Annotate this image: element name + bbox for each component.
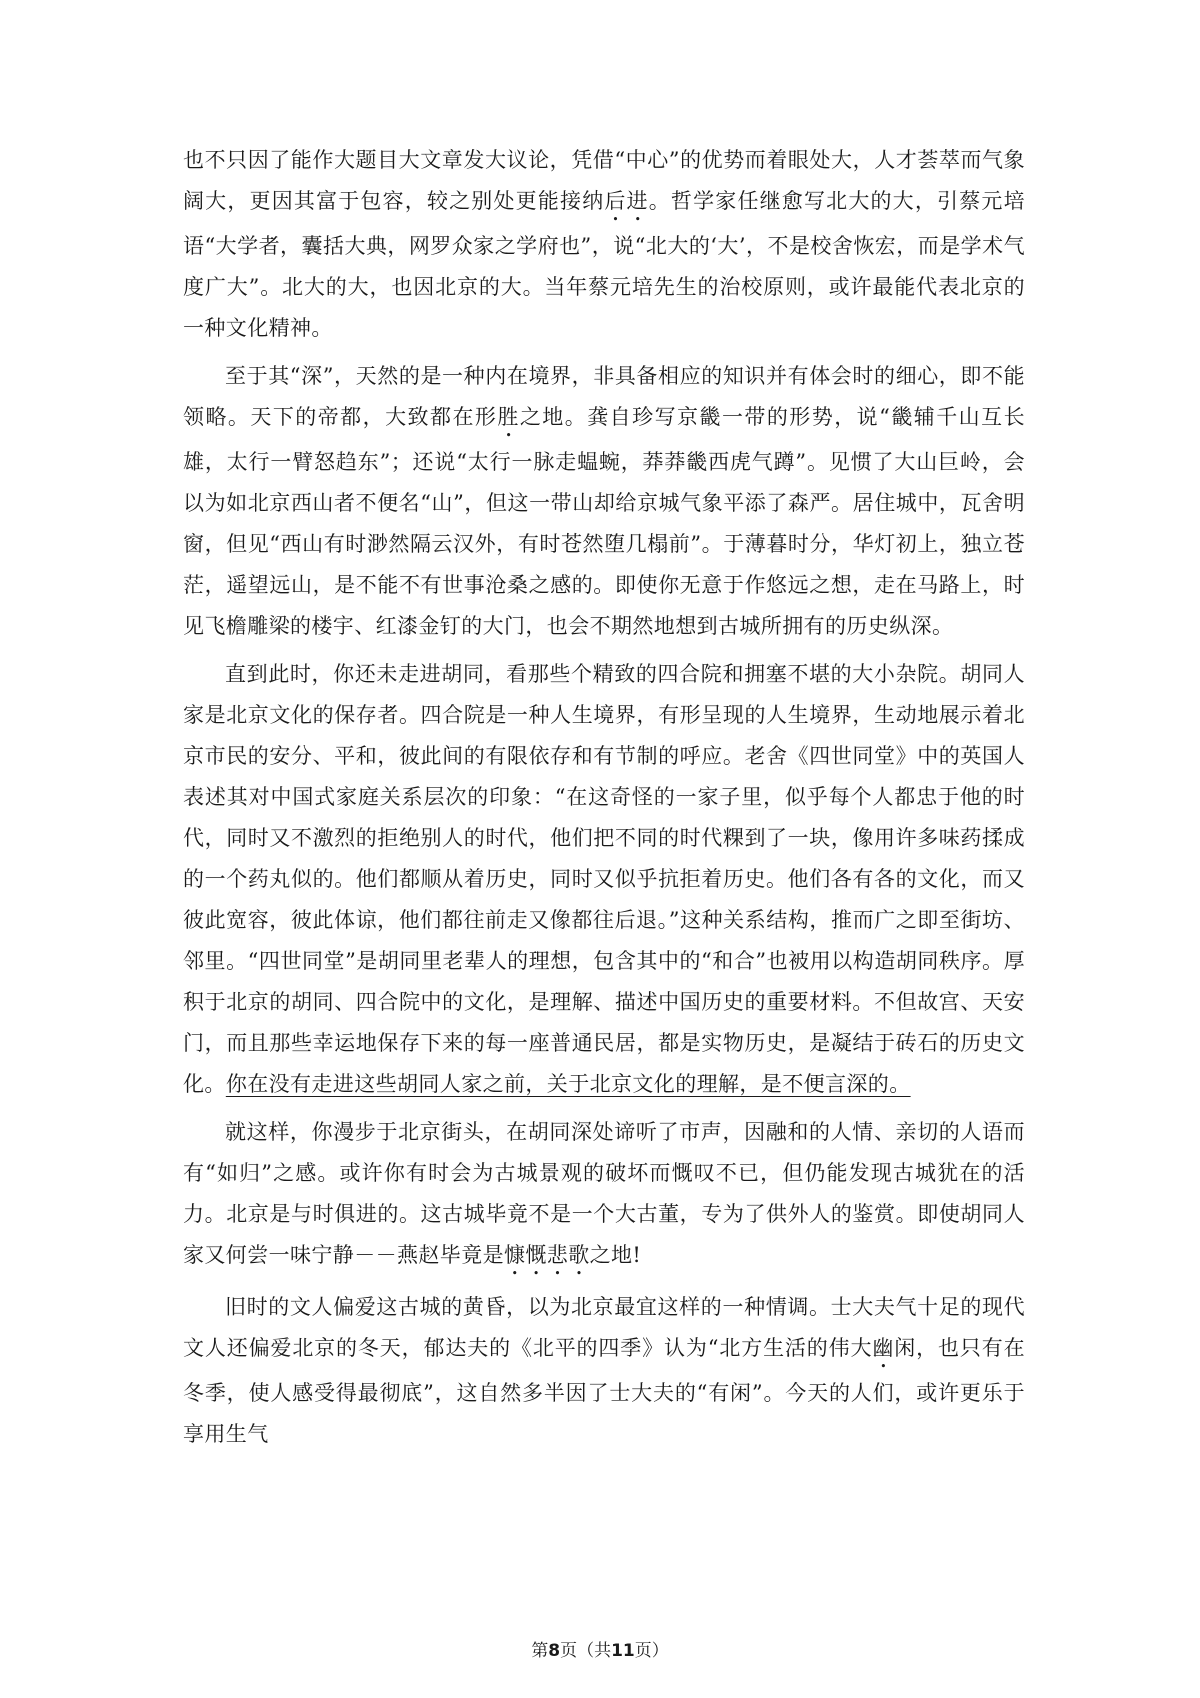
footer-middle: 页（共 <box>560 1641 612 1661</box>
emphasis-dotted-text: 幽 <box>872 1336 895 1360</box>
text-run: 就这样，你漫步于北京街头，在胡同深处谛听了市声，因融和的人情、亲切的人语而有“如归”之感。或许你有时会为古城景观的破坏而慨叹不已，但仍能发现古城犹在的活力。北京是与时俱进的。这古城毕竟不是一个大古董，专为了供外人的鉴赏。即使胡同人家又何尝一味宁静－－燕赵毕竟是 <box>183 1120 1025 1267</box>
document-body <box>183 140 1025 1455</box>
footer-suffix: 页） <box>634 1641 669 1661</box>
emphasis-dotted-text: 后进 <box>604 189 649 213</box>
paragraph-2 <box>183 356 1025 647</box>
paragraph-1 <box>183 140 1025 349</box>
text-run: 之地! <box>589 1243 642 1267</box>
paragraph-5 <box>183 1287 1025 1455</box>
text-run: 之地。龚自珍写京畿一带的形势，说“畿辅千山互长雄，太行一臂怒趋东”；还说“太行一脉走蝹蜿，莽莽畿西虎气蹲”。见惯了大山巨岭，会以为如北京西山者不便名“山”，但这一带山却给京城气象平添了森严。居住城中，瓦舍明窗，但见“西山有时渺然隔云汉外，有时苍然堕几榻前”。于薄暮时分，华灯初上，独立苍茫，遥望远山，是不能不有世事沧桑之感的。即使你无意于作悠远之想，走在马路上，时见飞檐雕梁的楼宇、红漆金钉的大门，也会不期然地想到古城所拥有的历史纵深。 <box>183 405 1025 638</box>
paragraph-3 <box>183 654 1025 1105</box>
text-run: 直到此时，你还未走进胡同，看那些个精致的四合院和拥塞不堪的大小杂院。胡同人家是北京文化的保存者。四合院是一种人生境界，有形呈现的人生境界，生动地展示着北京市民的安分、平和，彼此间的有限依存和有节制的呼应。老舍《四世同堂》中的英国人表述其对中国式家庭关系层次的印象：“在这奇怪的一家子里，似乎每个人都忠于他的时代，同时又不激烈的拒绝别人的时代，他们把不同的时代粿到了一块，像用许多味药揉成的一个药丸似的。他们都顺从着历史，同时又似乎抗拒着历史。他们各有各的文化，而又彼此宽容，彼此体谅，他们都往前走又像都往后退。”这种关系结构，推而广之即至街坊、邻里。“四世同堂”是胡同里老辈人的理想，包含其中的“和合”也被用以构造胡同秩序。厚积于北京的胡同、四合院中的文化，是理解、描述中国历史的重要材料。不但故宫、天安门，而且那些幸运地保存下来的每一座普通民居，都是实物历史，是凝结于砖石的历史文化。 <box>183 662 1025 1096</box>
emphasis-dotted-text: 胜 <box>497 405 520 429</box>
text-run: 旧时的文人偏爱这古城的黄昏，以为北京最宜这样的一种情调。士大夫气十足的现代文人还偏爱北京的冬天，郁达夫的《北平的四季》认为“北方生活的伟大 <box>183 1295 1025 1360</box>
underlined-sentence: 你在没有走进这些胡同人家之前，关于北京文化的理解，是不便言深的。 <box>225 1072 911 1096</box>
paragraph-4 <box>183 1112 1025 1280</box>
total-pages: 11 <box>611 1641 635 1661</box>
text-run: 至于其“深”，天然的是一种内在境界，非具备相应的知识并有体会时的细心，即不能领略。天下的帝都，大致都在形 <box>183 364 1025 429</box>
page-number: 8 <box>548 1641 561 1661</box>
text-run: 闲，也只有在冬季，使人感受得最彻底”，这自然多半因了士大夫的“有闲”。今天的人们，或许更乐于享用生气 <box>183 1336 1025 1446</box>
page-footer <box>0 1640 1200 1662</box>
emphasis-dotted-text: 慷慨悲歌 <box>504 1243 590 1267</box>
text-run: 。哲学家任继愈写北大的大，引蔡元培语“大学者，囊括大典，网罗众家之学府也”，说“北大的‘大’，不是校舍恢宏，而是学术气度广大”。北大的大，也因北京的大。当年蔡元培先生的治校原则，或许最能代表北京的一种文化精神。 <box>183 189 1025 340</box>
footer-prefix: 第 <box>531 1641 549 1661</box>
text-run: 也不只因了能作大题目大文章发大议论，凭借“中心”的优势而着眼处大，人才荟萃而气象阔大，更因其富于包容，较之别处更能接纳 <box>183 148 1025 213</box>
